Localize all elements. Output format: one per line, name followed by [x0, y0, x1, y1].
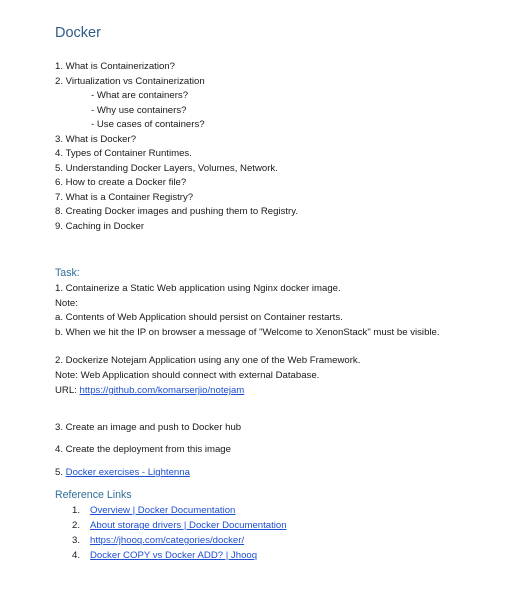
task-1-note-a: a. Contents of Web Application should persist on Container restarts.: [55, 312, 343, 323]
page-title: Docker: [55, 25, 101, 41]
reference-item-2: [72, 520, 287, 532]
outline-item-9: 9. Caching in Docker: [55, 221, 145, 232]
outline-subitem-1: - What are containers?: [91, 90, 189, 101]
outline-subitem-2: - Why use containers?: [91, 105, 187, 116]
outline-item-5: 5. Understanding Docker Layers, Volumes, Network.: [55, 163, 278, 174]
task-2-url: [55, 385, 244, 397]
reference-num: 3.: [72, 535, 81, 546]
task-2-note: Note: Web Application should connect with external Database.: [55, 370, 320, 381]
reference-num: 1.: [72, 505, 81, 516]
notejam-link[interactable]: https://github.com/komarserjio/notejam: [79, 385, 245, 396]
task-2: 2. Dockerize Notejam Application using any one of the Web Framework.: [55, 355, 361, 366]
task-4: 4. Create the deployment from this image: [55, 444, 231, 455]
reference-link-2[interactable]: About storage drivers | Docker Documentation: [90, 520, 287, 531]
reference-heading: Reference Links: [55, 489, 132, 501]
outline-item-7: 7. What is a Container Registry?: [55, 192, 194, 203]
outline-item-2: 2. Virtualization vs Containerization: [55, 76, 205, 87]
task-1-note-label: Note:: [55, 298, 78, 309]
task-1: 1. Containerize a Static Web application using Nginx docker image.: [55, 283, 341, 294]
task-3: 3. Create an image and push to Docker hub: [55, 422, 242, 433]
reference-item-3: [72, 535, 244, 547]
reference-item-4: [72, 550, 257, 562]
outline-item-6: 6. How to create a Docker file?: [55, 177, 187, 188]
reference-link-4[interactable]: Docker COPY vs Docker ADD? | Jhooq: [90, 550, 258, 561]
outline-item-8: 8. Creating Docker images and pushing them to Registry.: [55, 206, 298, 217]
outline-subitem-3: - Use cases of containers?: [91, 119, 205, 130]
outline-item-1: 1. What is Containerization?: [55, 61, 175, 72]
url-label: URL:: [55, 385, 80, 396]
task-1-note-b: b. When we hit the IP on browser a message of "Welcome to XenonStack" must be visible.: [55, 327, 440, 338]
outline-item-3: 3. What is Docker?: [55, 134, 137, 145]
task-5-prefix: 5.: [55, 467, 66, 478]
task-5: [55, 467, 190, 479]
reference-num: 4.: [72, 550, 81, 561]
outline-item-4: 4. Types of Container Runtimes.: [55, 148, 192, 159]
reference-num: 2.: [72, 520, 81, 531]
docker-exercises-link[interactable]: Docker exercises - Lightenna: [65, 467, 190, 478]
reference-link-1[interactable]: Overview | Docker Documentation: [90, 505, 236, 516]
reference-link-3[interactable]: https://jhooq.com/categories/docker/: [90, 535, 245, 546]
task-heading: Task:: [55, 267, 80, 279]
reference-item-1: [72, 505, 235, 517]
